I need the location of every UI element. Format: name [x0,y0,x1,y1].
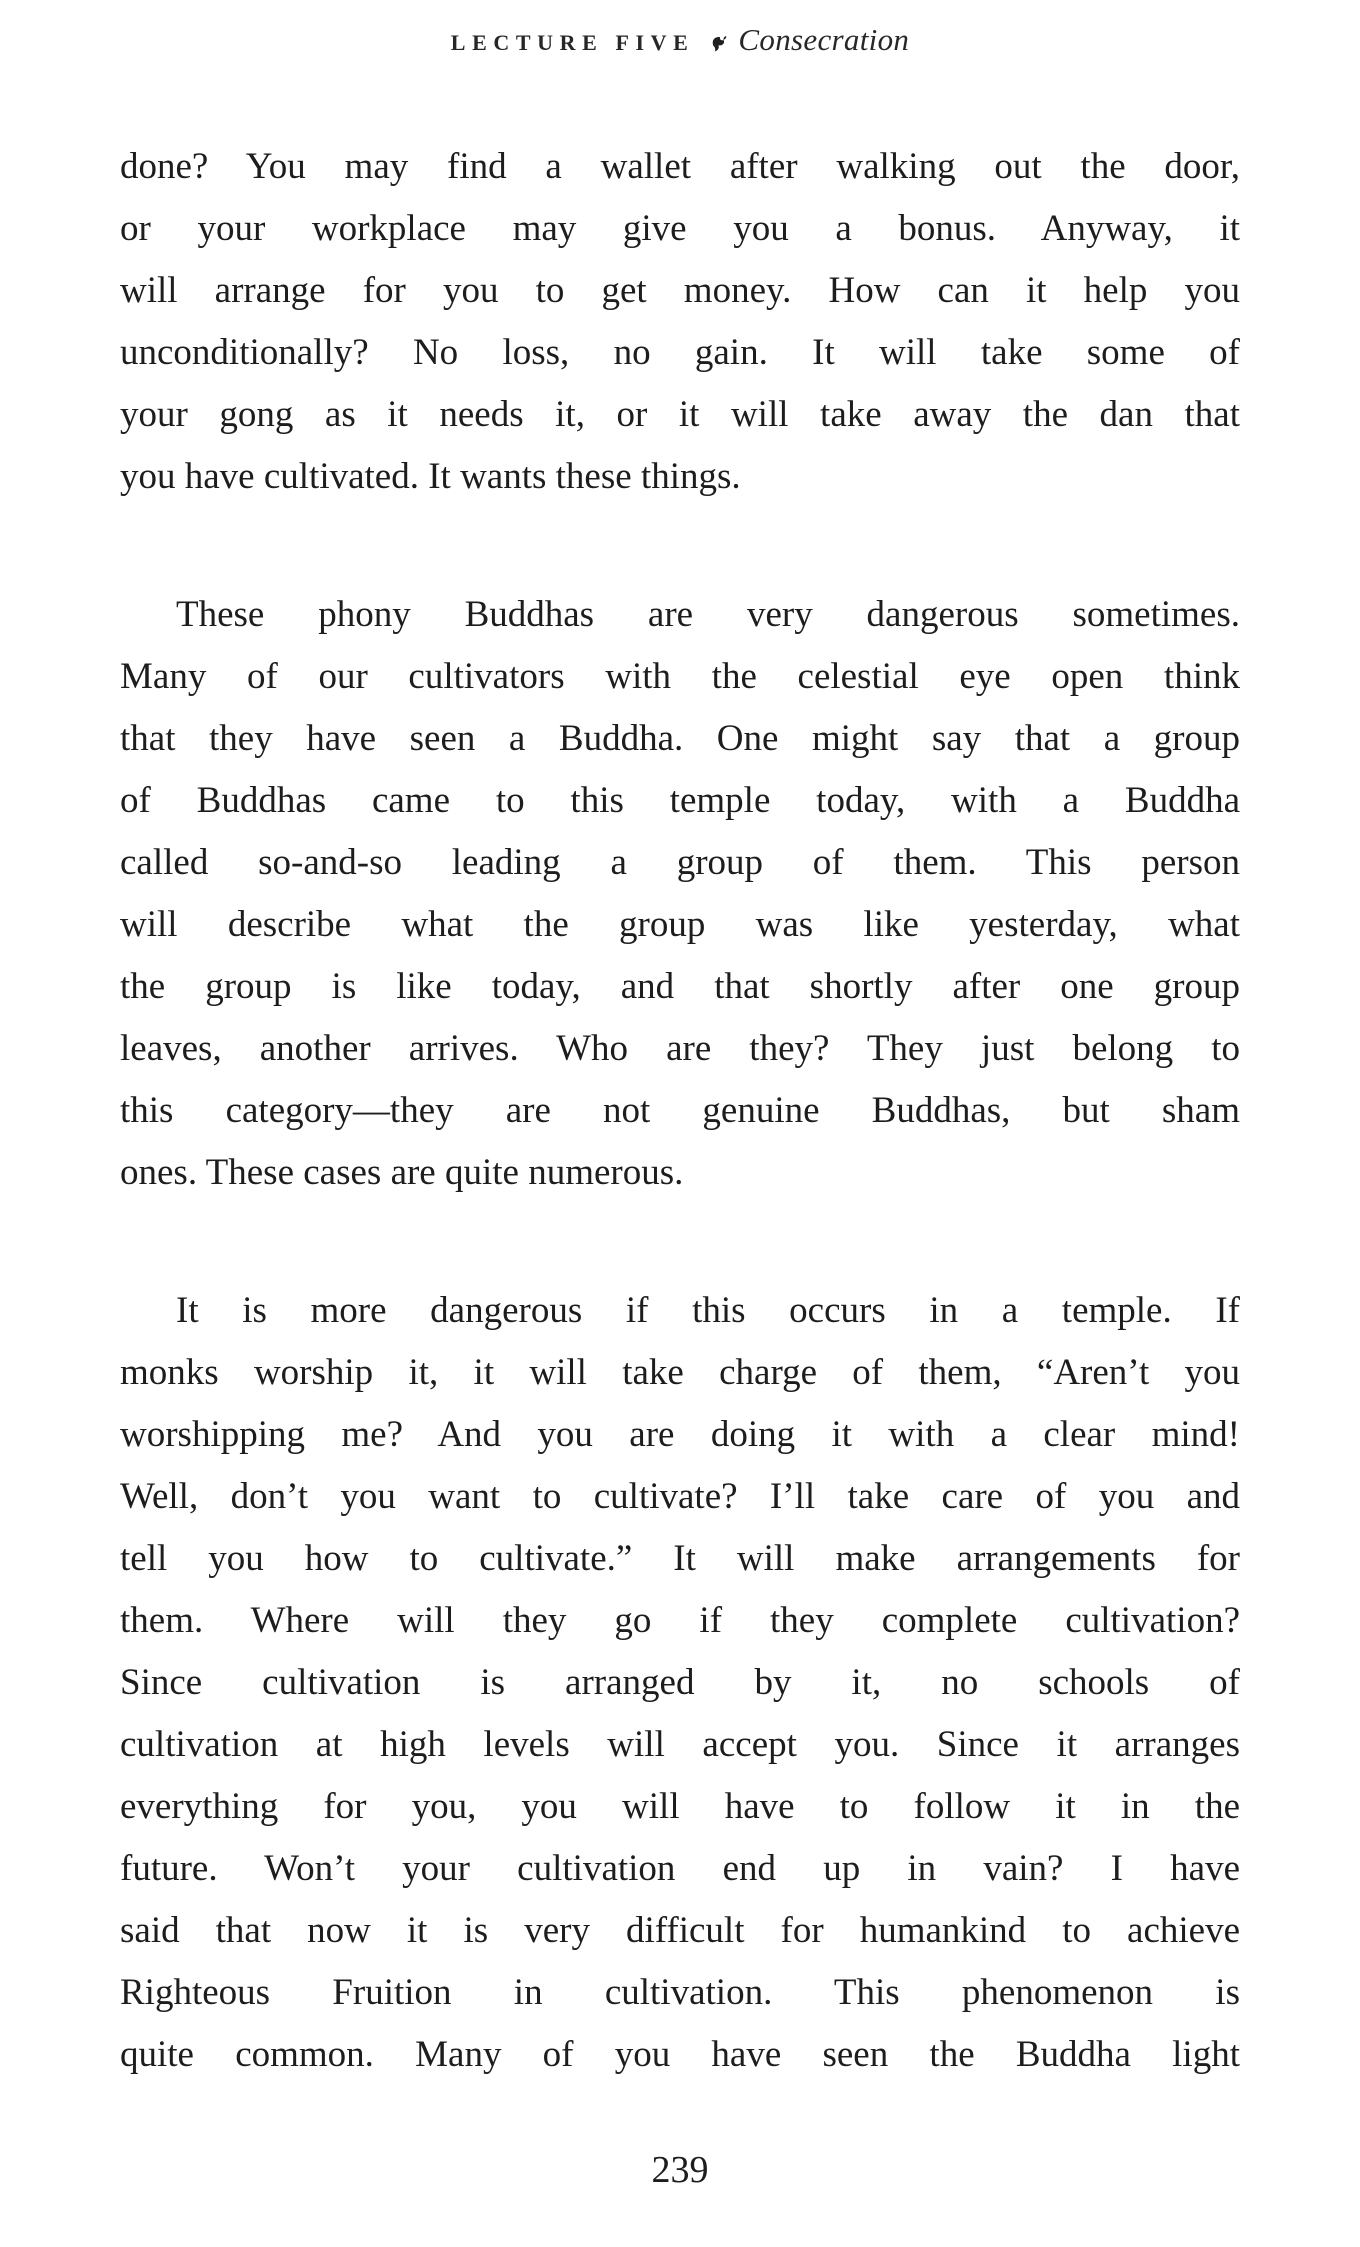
text-line: Many of our cultivators with the celestial eye open think [120,656,1240,697]
text-line: your gong as it needs it, or it will take away the dan that [120,394,1240,435]
paragraph [120,1280,1240,2086]
text-line: Since cultivation is arranged by it, no schools of [120,1662,1240,1703]
text-line: leaves, another arrives. Who are they? They just belong to [120,1028,1240,1069]
text-line: Righteous Fruition in cultivation. This phenomenon is [120,1972,1240,2013]
text-line: quite common. Many of you have seen the Buddha light [120,2034,1240,2075]
text-line: them. Where will they go if they complete cultivation? [120,1600,1240,1641]
paragraph [120,584,1240,1204]
text-line: called so-and-so leading a group of them. This person [120,842,1240,883]
text-line: ones. These cases are quite numerous. [120,1152,684,1193]
text-line: done? You may find a wallet after walking out the door, [120,146,1240,187]
hedera-leaf-icon [708,32,730,54]
running-header [0,22,1360,58]
text-line: everything for you, you will have to follow it in the [120,1786,1240,1827]
body-text [120,136,1240,2086]
lecture-label: LECTURE FIVE [450,30,695,55]
text-line: It is more dangerous if this occurs in a temple. If [176,1290,1240,1331]
text-line: that they have seen a Buddha. One might say that a group [120,718,1240,759]
text-line: future. Won’t your cultivation end up in vain? I have [120,1848,1240,1889]
text-line: Well, don’t you want to cultivate? I’ll take care of you and [120,1476,1240,1517]
text-line: said that now it is very difficult for humankind to achieve [120,1910,1240,1951]
text-line: monks worship it, it will take charge of them, “Aren’t you [120,1352,1240,1393]
page-number: 239 [651,2149,709,2191]
text-line: this category—they are not genuine Buddhas, but sham [120,1090,1240,1131]
text-line: These phony Buddhas are very dangerous sometimes. [176,594,1240,635]
text-line: the group is like today, and that shortly after one group [120,966,1240,1007]
text-line: worshipping me? And you are doing it with a clear mind! [120,1414,1240,1455]
text-line: you have cultivated. It wants these things. [120,456,741,497]
text-line: will arrange for you to get money. How can it help you [120,270,1240,311]
text-line: cultivation at high levels will accept you. Since it arranges [120,1724,1240,1765]
text-line: of Buddhas came to this temple today, with a Buddha [120,780,1240,821]
text-line: unconditionally? No loss, no gain. It will take some of [120,332,1240,373]
paragraph [120,136,1240,508]
text-line: tell you how to cultivate.” It will make arrangements for [120,1538,1240,1579]
text-line: will describe what the group was like yesterday, what [120,904,1240,945]
text-line: or your workplace may give you a bonus. Anyway, it [120,208,1240,249]
chapter-title: Consecration [738,22,910,57]
